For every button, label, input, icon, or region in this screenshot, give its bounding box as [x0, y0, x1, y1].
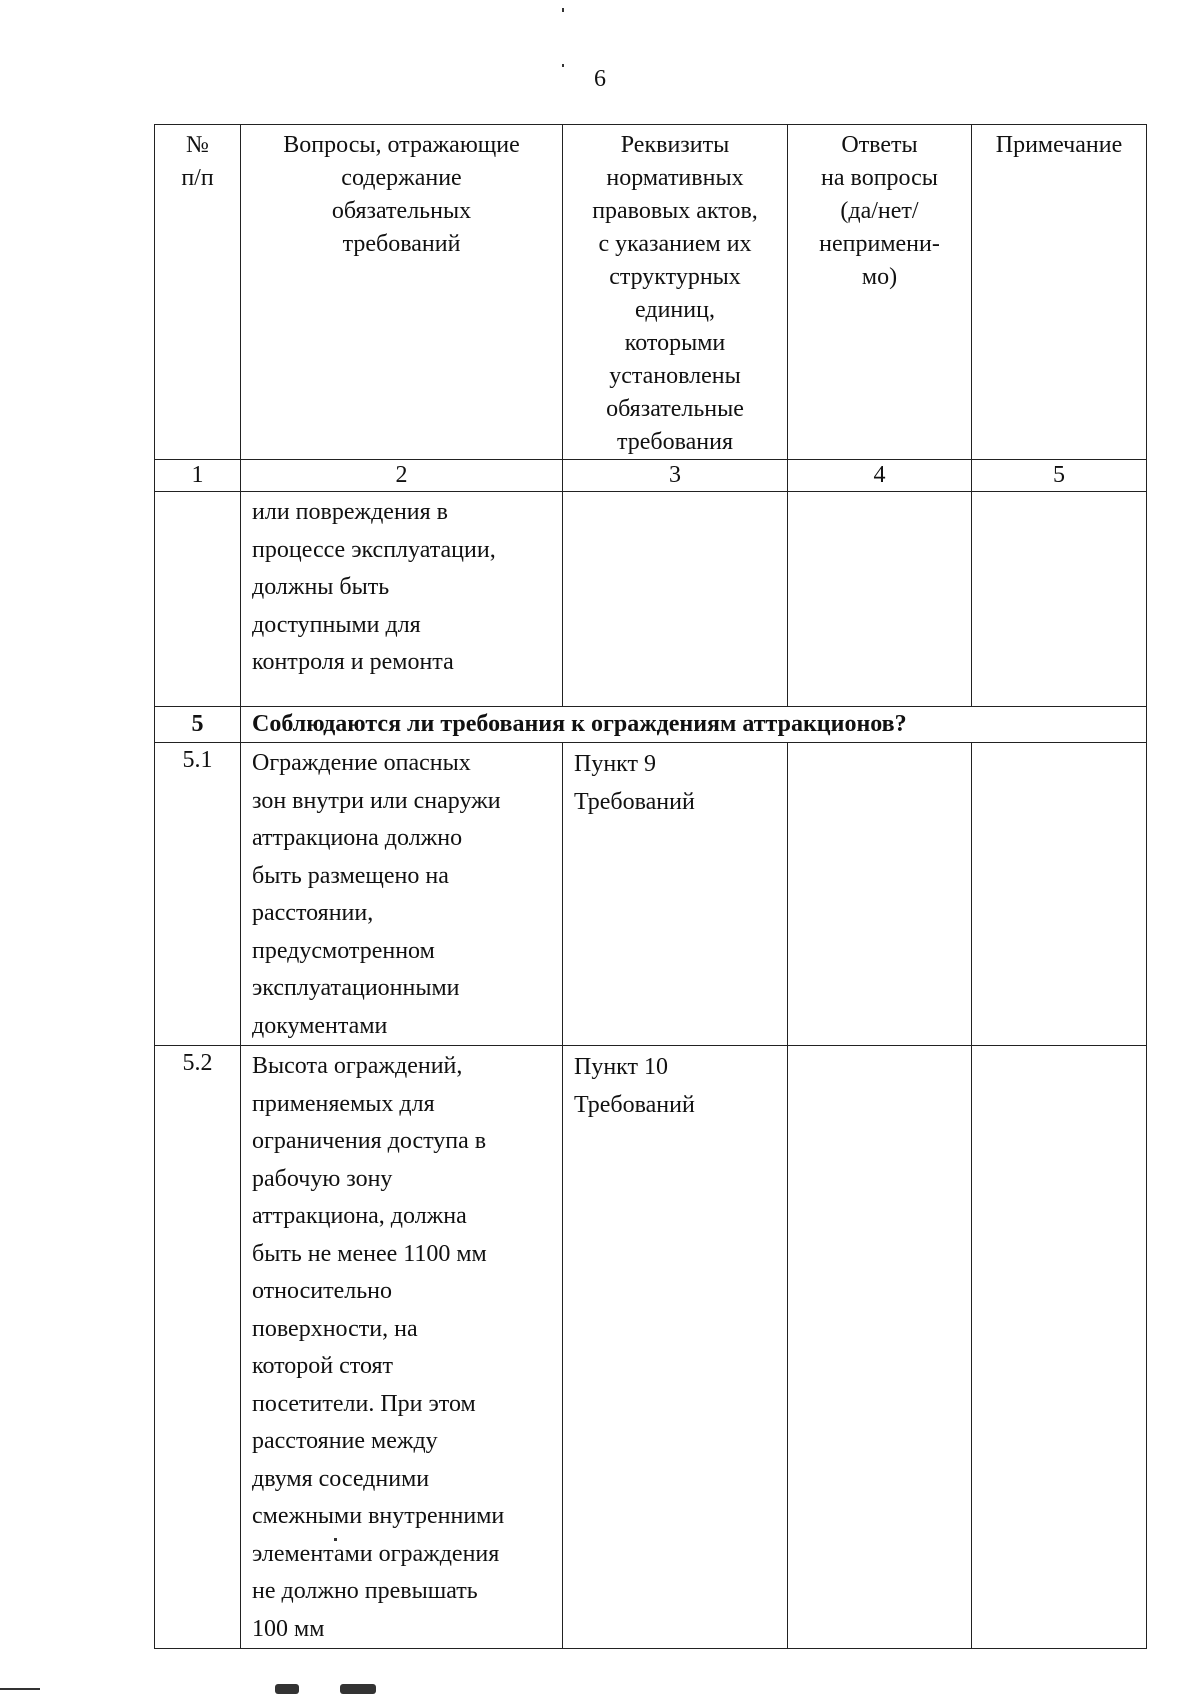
header-line: на вопросы — [821, 165, 938, 191]
header-line: п/п — [181, 165, 214, 191]
header-line: Ответы — [841, 132, 918, 158]
question-line: которой стоят — [252, 1353, 394, 1379]
reference-line: Пункт 9 — [574, 751, 657, 777]
question-line: относительно — [252, 1278, 393, 1304]
question-line: или повреждения в — [252, 499, 448, 525]
section-title: Соблюдаются ли требования к ограждениям аттракционов? — [241, 707, 1147, 743]
question-line: двумя соседними — [252, 1465, 430, 1492]
question-line: Высота ограждений, — [252, 1053, 463, 1079]
question-line: предусмотренном — [252, 937, 435, 964]
question-line: расстоянии, — [252, 900, 374, 926]
header-line: № — [186, 132, 209, 158]
question-line: доступными для — [252, 611, 421, 638]
question-line: Ограждение опасных — [252, 750, 471, 776]
header-line: Реквизиты — [620, 132, 730, 158]
row-reference — [563, 492, 788, 707]
header-line: обязательных — [331, 198, 472, 224]
header-note — [972, 125, 1147, 460]
question-line: ограничения доступа в — [252, 1128, 487, 1154]
scan-speck — [562, 8, 564, 12]
row-reference — [563, 743, 788, 1046]
header-line: правовых актов, — [592, 198, 758, 224]
header-line: обязательные — [606, 396, 744, 422]
question-line: 100 мм — [252, 1615, 325, 1642]
column-number: 2 — [241, 460, 563, 492]
column-number: 5 — [972, 460, 1147, 492]
scan-speck — [334, 1538, 337, 1541]
header-line: нормативных — [606, 165, 744, 191]
column-number: 1 — [155, 460, 241, 492]
header-line: требований — [342, 231, 461, 257]
question-line: рабочую зону — [252, 1165, 393, 1192]
row-question — [241, 743, 563, 1046]
row-question — [241, 1046, 563, 1649]
table-row — [155, 743, 1147, 1046]
question-line: применяемых для — [252, 1090, 435, 1117]
header-line: единиц, — [635, 297, 715, 323]
row-answer — [788, 1046, 972, 1649]
row-number: 5.1 — [155, 743, 241, 1046]
question-line: быть не менее 1100 мм — [252, 1240, 487, 1267]
header-line: Вопросы, отражающие — [283, 132, 520, 158]
header-number — [155, 125, 241, 460]
question-line: быть размещено на — [252, 862, 449, 889]
requirements-table — [154, 124, 1147, 1649]
question-line: зон внутри или снаружи — [252, 787, 501, 814]
question-line: эксплуатационными — [252, 975, 460, 1001]
table-header-row — [155, 125, 1147, 460]
question-line: посетители. При этом — [252, 1390, 476, 1417]
question-line: смежными внутренними — [252, 1503, 505, 1529]
header-line: требования — [616, 429, 734, 455]
row-answer — [788, 492, 972, 707]
section-row — [155, 707, 1147, 743]
header-line: с указанием их — [598, 231, 752, 257]
header-line: Примечание — [995, 132, 1123, 158]
column-number: 3 — [563, 460, 788, 492]
row-note — [972, 743, 1147, 1046]
section-number: 5 — [155, 707, 241, 743]
row-reference — [563, 1046, 788, 1649]
scan-speck — [275, 1684, 299, 1694]
header-line: которыми — [624, 330, 726, 356]
question-line: аттракциона, должна — [252, 1203, 467, 1229]
header-questions — [241, 125, 563, 460]
row-question — [241, 492, 563, 707]
question-line: контроля и ремонта — [252, 649, 454, 675]
scan-speck — [0, 1688, 40, 1690]
question-line: элементами ограждения — [252, 1540, 500, 1567]
question-line: документами — [252, 1012, 388, 1039]
header-line: непримени- — [819, 231, 940, 257]
row-answer — [788, 743, 972, 1046]
scan-speck — [340, 1684, 376, 1694]
question-line: не должно превышать — [252, 1578, 478, 1604]
question-line: процессе эксплуатации, — [252, 536, 496, 563]
table-row — [155, 1046, 1147, 1649]
header-line: установлены — [609, 363, 741, 389]
question-line: должны быть — [252, 574, 390, 600]
header-line: содержание — [341, 165, 462, 191]
header-line: (да/нет/ — [840, 198, 919, 224]
header-references — [563, 125, 788, 460]
row-note — [972, 1046, 1147, 1649]
header-line: структурных — [609, 264, 741, 290]
question-line: расстояние между — [252, 1428, 438, 1454]
question-line: аттракциона должно — [252, 825, 463, 851]
table-row — [155, 492, 1147, 707]
reference-line: Требований — [574, 1092, 695, 1118]
header-line: мо) — [861, 264, 898, 290]
reference-line: Требований — [574, 789, 695, 815]
page-number: 6 — [594, 66, 606, 92]
scan-speck — [562, 64, 564, 67]
column-numbers-row — [155, 460, 1147, 492]
header-answers — [788, 125, 972, 460]
row-number: 5.2 — [155, 1046, 241, 1649]
question-line: поверхности, на — [252, 1315, 418, 1342]
reference-line: Пункт 10 — [574, 1054, 669, 1080]
row-number — [155, 492, 241, 707]
column-number: 4 — [788, 460, 972, 492]
row-note — [972, 492, 1147, 707]
